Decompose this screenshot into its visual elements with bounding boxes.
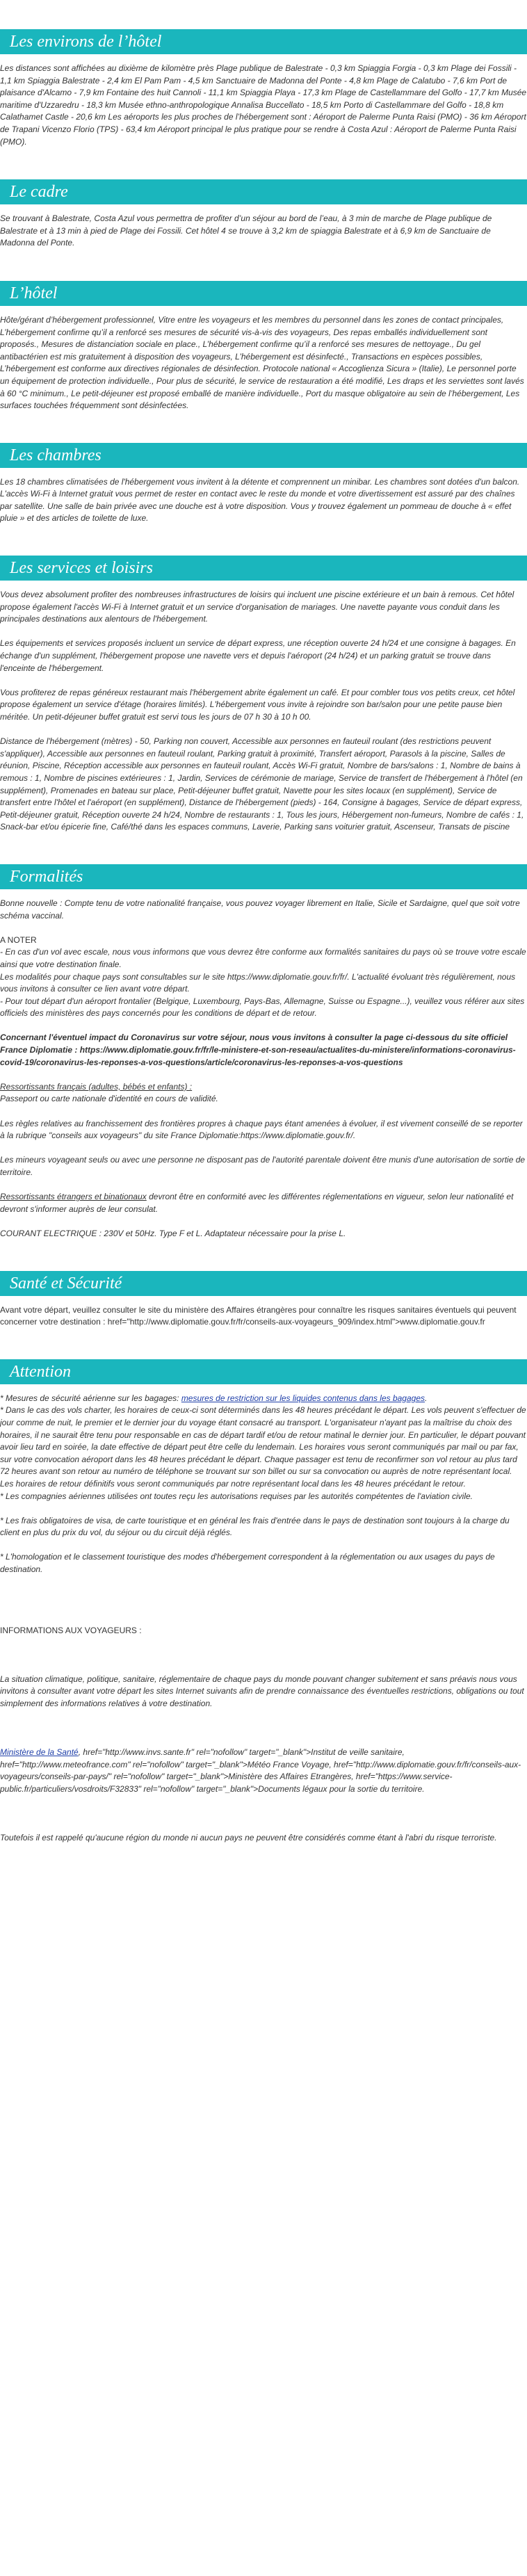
section-header-environs: Les environs de l’hôtel [0,29,527,54]
liquids-restriction-link[interactable]: mesures de restriction sur les liquides contenus dans les bagages [181,1393,425,1403]
attention-frais-visa: * Les frais obligatoires de visa, de carte touristique et en général les frais d'entrée dans le pays de destination sont toujours à la charge du client en plus du prix du vol, du séjour ou du circuit déjà réglés. [0,1515,510,1538]
attention-liens [0,1747,527,1795]
section-body-cadre [0,204,527,261]
formalites-note-2: Les modalités pour chaque pays sont consultables sur le site https://www.diplomatie.gouv.fr/fr/. L'actualité évoluant très régulièrement, nous vous invitons à consulter ce lien avant votre départ. [0,971,516,994]
section-header-formalites: Formalités [0,864,527,889]
attention-situation: La situation climatique, politique, sanitaire, réglementaire de chaque pays du monde pouvant changer subitement et sans préavis nous vous invitons à consulter avant votre départ les sites Internet suivants afin de prendre connaissance des éventuelles restrictions, obligations ou tout simplement des informations relatives à votre destination. [0,1674,524,1709]
formalites-note-1: - En cas d'un vol avec escale, nous vous informons que vous devrez être conforme aux formalités sanitaires du pays où se trouve votre escale ainsi que votre destination finale. [0,947,526,969]
services-paragraph-3: Vous profiterez de repas généreux restaurant mais l'hébergement abrite également un café. Et pour combler tous vos petits creux, cet hôtel propose également un service d'étage (horaires limités). L'hébergement vous invite à rejoindre son bar/salon pour une petite pause bien méritée. Un petit-déjeuner buffet gratuit est servi tous les jours de 07 h 30 à 10 h 00. [0,687,515,722]
section-header-hotel: L’hôtel [0,281,527,306]
section-body-sante [0,1296,527,1340]
formalites-etrangers-heading: Ressortissants étrangers et binationaux [0,1192,147,1202]
services-paragraph-1: Vous devez absolument profiter des nombreuses infrastructures de loisirs qui incluent une piscine extérieure et un bain à remous. Cet hôtel propose également l'accès Wi-Fi à Internet gratuit et un service d'organisation de mariages. Une navette payante vous conduit dans les principales destinations aux alentours de l'hébergement. [0,590,514,624]
section-header-cadre: Le cadre [0,179,527,204]
section-body-attention [0,1384,527,1856]
section-header-attention: Attention [0,1359,527,1384]
formalites-frontieres: Les règles relatives au franchissement des frontières propres à chaque pays étant amenées à évoluer, il est vivement conseillé de se reporter à la rubrique "conseils aux voyageurs" du site France Diplomatie:https://www.diplomatie.gouv.fr/. [0,1118,523,1141]
formalites-mineurs: Les mineurs voyageant seuls ou avec une personne ne disposant pas de l'autorité parentale doivent être munis d'une autorisation de sortie de territoire. [0,1155,526,1177]
environs-text: Les distances sont affichées au dixième de kilomètre près Plage publique de Balestrate - 0,3 km Spiaggia Forgia - 0,3 km Plage dei Fossili - 1,1 km Spiaggia Balestrate - 2,4 km El Pam Pam - 4,5 km Sanctuaire de Madonna del Ponte - 4,8 km Plage de Calatubo - 7,6 km Port de plaisance d'Alcamo - 7,9 km Fontaine des huit Cannoli - 11,1 km Spiaggia Playa - 17,3 km Plage de Castellammare del Golfo - 17,7 km Musée maritime d'Uzzaredru - 18,3 km Musée ethno-anthropologique Annalisa Buccellato - 18,5 km Porto di Castellammare del Golfo - 18,8 km Calathamet Castle - 20,6 km Les aéroports les plus proches de l’hébergement sont : Aéroport de Palerme Punta Raisi (PMO) - 36 km Aéroport de Trapani Vicenzo Florio (TPS) - 63,4 km Aéroport principal le plus pratique pour se rendre à Costa Azul : Aéroport de Palerme Punta Raisi (PMO). [0,63,527,147]
section-header-services: Les services et loisirs [0,556,527,581]
services-paragraph-4: Distance de l'hébergement (mètres) - 50, Parking non couvert, Accessible aux personnes en fauteuil roulant (des restrictions peuvent s'appliquer), Accessible aux personnes en fauteuil roulant, Parking gratuit à proximité, Transfert aéroport, Parasols à la piscine, Salles de réunion, Piscine, Réception accessible aux personnes en fauteuil roulant, Accès Wi-Fi gratuit, Nombre de bars/salons : 1, Nombre de bains à remous : 1, Nombre de piscines extérieures : 1, Jardin, Services de cérémonie de mariage, Service de transfert de l'hébergement à l'hôtel (en supplément), Promenades en bateau sur place, Petit-déjeuner buffet gratuit, Navette pour les sites locaux (en supplément), Service de transfert entre l'hôtel et l'aéroport (en supplément), Distance de l'hébergement (pieds) - 164, Consigne à bagages, Service de départ express, Petit-déjeuner gratuit, Réception ouverte 24 h/24, Nombre de restaurants : 1, Tous les jours, Hébergement non-fumeurs, Nombre de cafés : 1, Snack-bar et/ou épicerie fine, Café/thé dans les espaces communs, Laverie, Parking sans voiturier gratuit, Ascenseur, Transats de piscine [0,736,524,832]
formalites-intro: Bonne nouvelle : Compte tenu de votre nationalité française, vous pouvez voyager librement en Italie, Sicile et Sardaigne, quel que soit votre schéma vaccinal. [0,898,520,921]
attention-terrorisme: Toutefois il est rappelé qu'aucune région du monde ni aucun pays ne peuvent être considérés comme étant à l'abri du risque terroriste. [0,1833,497,1843]
attention-liens-text: , href="http://www.invs.sante.fr" rel="nofollow" target="_blank">Institut de veille sanitaire, href="http://www.meteofrance.com" rel="nofollow" target="_blank">Météo France Voyage, href="http://www.diplomatie.gouv.fr/fr/conseils-aux-voyageurs/conseils-par-pays/" rel="nofollow" target="_blank">Ministère des Affaires Etrangères, href="https://www.service-public.fr/particuliers/vosdroits/F32833" rel="nofollow" target="_blank">Documents légaux pour la sortie du territoire. [0,1747,521,1794]
formalites-courant: COURANT ELECTRIQUE : 230V et 50Hz. Type F et L. Adaptateur nécessaire pour la prise L. [0,1228,346,1238]
chambres-text: Les 18 chambres climatisées de l'hébergement vous invitent à la détente et comprennent un minibar. Les chambres sont dotées d'un balcon. L'accès Wi-Fi à Internet gratuit vous permet de rester en contact avec le reste du monde et votre divertissement est assuré par des chaînes par satellite. Une salle de bain privée avec une douche est à votre disposition. Vous y trouvez également un pommeau de douche à « effet pluie » et des articles de toilette de luxe. [0,476,520,524]
section-body-chambres [0,468,527,536]
section-body-formalites [0,889,527,1251]
formalites-covid-notice: Concernant l'éventuel impact du Coronavirus sur votre séjour, nous vous invitons à consulter la page ci-dessous du site officiel France Diplomatie : https://www.diplomatie.gouv.fr/fr/le-ministere-et-son-reseau/actualites-du-ministere/informations-coronavirus-covid-19/coronavirus-les-reponses-a-vos-questions/article/coronavirus-les-reponses-a-vos-questions [0,1032,516,1067]
formalites-note-3: - Pour tout départ d'un aéroport frontalier (Belgique, Luxembourg, Pays-Bas, Allemagne, Suisse ou Espagne...), veuillez vous référer aux sites officiels des ministères des pays concernés pour les conditions de départ et de retour. [0,996,525,1019]
formalites-ressortissants-heading: Ressortissants français (adultes, bébés et enfants) : [0,1081,193,1092]
formalites-etrangers [0,1191,527,1215]
attention-bagages [0,1393,527,1405]
attention-vols-charter: * Dans le cas des vols charter, les horaires de ceux-ci sont déterminés dans les 48 heures précédant le départ. Les vols peuvent s'effectuer de jour comme de nuit, le premier et le dernier jour du voyage étant consacré au transport. L'organisateur n'ayant pas la maîtrise du choix des horaires, il ne saurait être tenu pour responsable en cas de départ tardif et/ou de retour matinal le dernier jour. En particulier, le départ pouvant avoir lieu tard en soirée, la date effective de départ peut être celle du lendemain. Les horaires vous seront communiqués par mail ou par fax, sur votre convocation aéroport dans les 48 heures précédant le départ. Chaque passager est tenu de reconfirmer son vol retour au plus tard 72 heures avant son retour au numéro de téléphone se trouvant sur son billet ou sur sa convocation ou auprès de notre représentant local. Les horaires de retour définitifs vous seront communiqués par notre représentant local dans les 48 heures précédant le retour. [0,1405,526,1489]
attention-bagages-label: * Mesures de sécurité aérienne sur les bagages: [0,1393,181,1403]
formalites-etrangers-text: devront être en conformité avec les différentes réglementations en vigueur, selon leur nationalité et devront s'informer auprès de leur consulat. [0,1192,514,1214]
attention-homologation: * L'homologation et le classement touristique des modes d'hébergement correspondent à la réglementation ou aux usages du pays de destination. [0,1552,495,1575]
cadre-text: Se trouvant à Balestrate, Costa Azul vous permettra de profiter d’un séjour au bord de l’eau, à 3 min de marche de Plage publique de Balestrate et à 13 min à pied de Plage dei Fossili. Cet hôtel 4 se trouve à 3,2 km de spiaggia Balestrate et à 6,9 km de Sanctuaire de Madonna del Ponte. [0,213,492,248]
section-body-environs [0,54,527,159]
services-paragraph-2: Les équipements et services proposés incluent un service de départ express, une réception ouverte 24 h/24 et une consigne à bagages. En échange d'un supplément, l'hébergement propose une navette vers et depuis l'aéroport (24 h/24) et un parking gratuit se trouve dans l'enceinte de l'hébergement. [0,638,516,673]
section-body-hotel [0,306,527,423]
sante-text: Avant votre départ, veuillez consulter le site du ministère des Affaires étrangères pour connaître les risques sanitaires éventuels qui peuvent concerner votre destination : href="http://www.diplomatie.gouv.fr/fr/conseils-aux-voyageurs_909/index.html">www.diplomatie.gouv.fr [0,1304,517,1327]
ministere-sante-link[interactable]: Ministère de la Santé [0,1747,79,1758]
section-header-sante: Santé et Sécurité [0,1271,527,1296]
section-header-chambres: Les chambres [0,443,527,468]
attention-compagnies: * Les compagnies aériennes utilisées ont toutes reçu les autorisations requises par les autorités compétentes de l'aviation civile. [0,1491,473,1501]
attention-infos-voyageurs: INFORMATIONS AUX VOYAGEURS : [0,1625,142,1635]
attention-bagages-end: . [425,1393,428,1403]
formalites-note-label: A NOTER [0,934,37,945]
section-body-services [0,581,527,845]
formalites-ressortissants-text: Passeport ou carte nationale d'identité en cours de validité. [0,1094,218,1104]
hotel-text: Hôte/gérant d’hébergement professionnel, Vitre entre les voyageurs et les membres du personnel dans les zones de contact principales, L’hébergement confirme qu’il a renforcé ses mesures de sécurité vis-à-vis des voyageurs, Des repas emballés individuellement sont proposés., Mesures de distanciation sociale en place., L’hébergement confirme qu’il a renforcé ses mesures de nettoyage., Du gel antibactérien est mis gratuitement à disposition des voyageurs, L’hébergement est désinfecté., Transactions en espèces possibles, L’hébergement est conforme aux directives régionales de désinfection. Protocole national « Accoglienza Sicura » (Italie), Le personnel porte un équipement de protection individuelle., Pour plus de sécurité, le service de restauration a été modifié, Les draps et les serviettes sont lavés à 60 °C minimum., Le petit-déjeuner est proposé emballé de manière individuelle., Port du masque obligatoire au sein de l’hébergement, Les surfaces touchées fréquemment sont désinfectées. [0,314,524,411]
